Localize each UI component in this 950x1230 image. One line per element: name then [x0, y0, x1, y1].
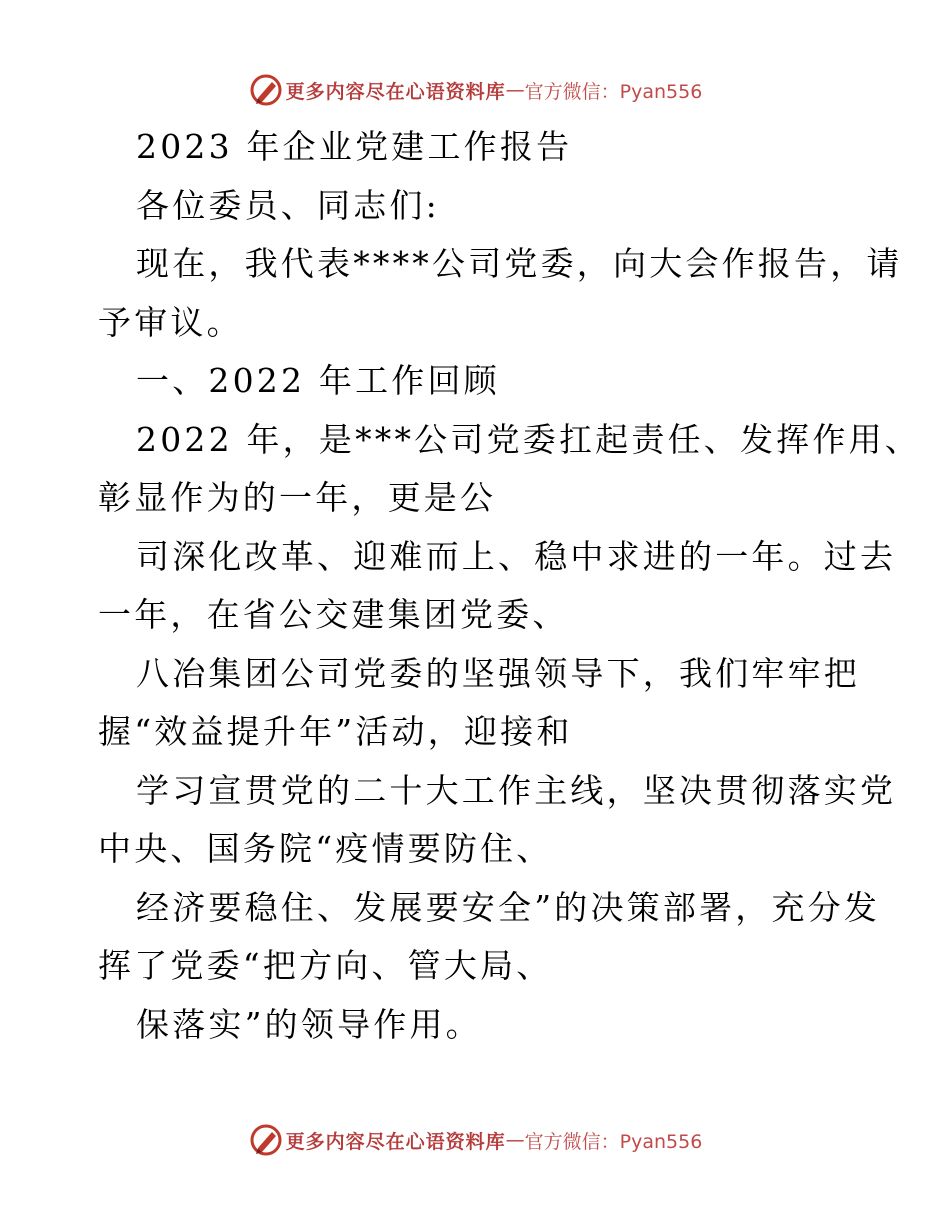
paragraph-line: 一年，在省公交建集团党委、	[98, 595, 569, 634]
watermark-separator: —	[505, 79, 525, 101]
paragraph-line: 握“效益提升年”活动，迎接和	[98, 712, 573, 751]
watermark-text: 更多内容尽在心语资料库	[285, 1130, 506, 1153]
paragraph-line: 保落实”的领导作用。	[136, 1004, 482, 1044]
paragraph-line: 彰显作为的一年，更是公	[98, 478, 497, 517]
salutation: 各位委员、同志们:	[136, 185, 440, 225]
paragraph-line: 挥了党委“把方向、管大局、	[98, 946, 553, 985]
paragraph-line: 学习宣贯党的二十大工作主线，坚决贯彻落实党	[136, 770, 897, 810]
section-heading: 一、2022 年工作回顾	[136, 361, 500, 400]
paragraph-line: 予审议。	[98, 302, 243, 342]
watermark-header	[0, 70, 950, 110]
watermark-wechat: 官方微信：Pyan556	[524, 80, 703, 103]
watermark-wechat: 官方微信：Pyan556	[524, 1130, 703, 1153]
watermark-text: 更多内容尽在心语资料库	[285, 80, 506, 103]
pen-logo-icon	[248, 1122, 284, 1158]
paragraph-line: 经济要稳住、发展要安全”的决策部署，充分发	[136, 887, 881, 927]
paragraph-line: 司深化改革、迎难而上、稳中求进的一年。过去	[136, 536, 897, 576]
paragraph-line: 现在，我代表****公司党委，向大会作报告，请	[136, 244, 903, 283]
watermark-separator: —	[505, 1129, 525, 1151]
paragraph-line: 八冶集团公司党委的坚强领导下，我们牢牢把	[136, 653, 860, 693]
document-title: 2023 年企业党建工作报告	[136, 127, 573, 166]
pen-logo-icon	[248, 72, 284, 108]
document-body	[98, 118, 921, 1054]
watermark-footer	[0, 1120, 950, 1160]
paragraph-line: 中央、国务院“疫情要防住、	[98, 829, 553, 868]
paragraph-line: 2022 年，是***公司党委扛起责任、发挥作用、	[136, 419, 921, 459]
